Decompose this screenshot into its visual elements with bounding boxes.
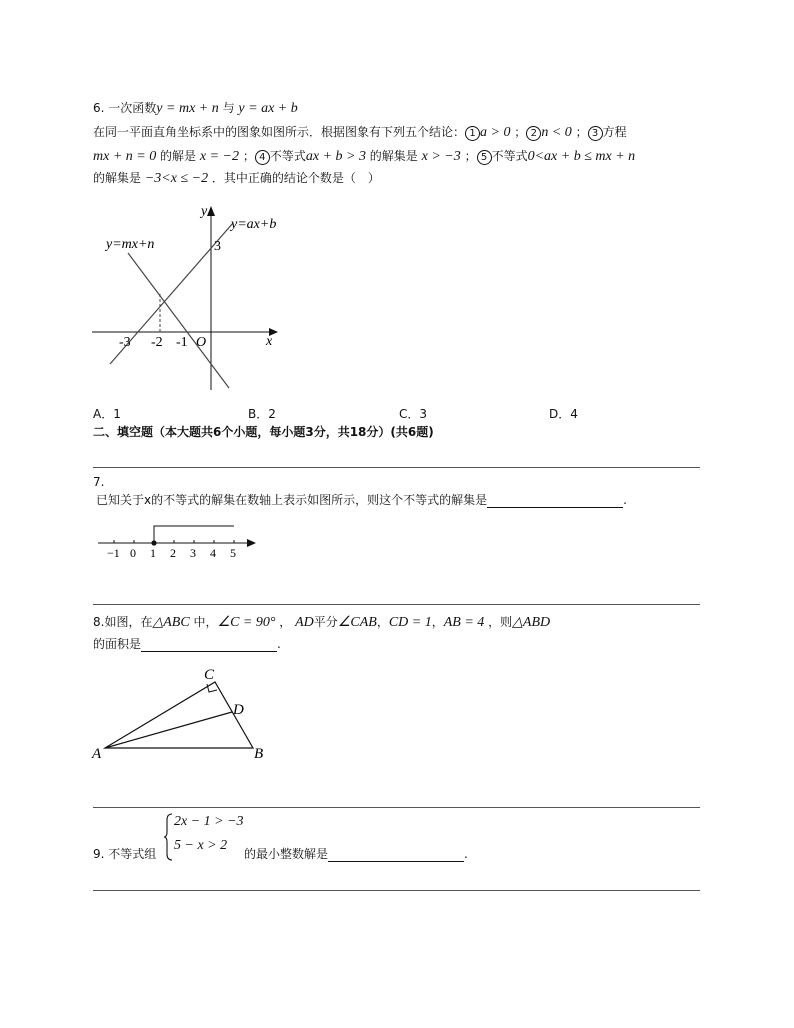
q6-line4 <box>93 170 380 187</box>
tick-label-0: 0 <box>130 546 136 560</box>
q6-l3-t2: 不等式 <box>269 149 306 163</box>
q9-ineq1: 2x − 1 > −3 <box>174 814 244 829</box>
q6-sep2: ； <box>575 125 588 139</box>
q6-l4-t1: 的解集是 <box>93 171 142 185</box>
q8-prefix: 8.如图，在 <box>93 615 153 629</box>
q6-sep1: ； <box>514 125 527 139</box>
divider-2 <box>93 604 700 605</box>
segment-ad <box>105 712 232 748</box>
q6-c1: a > 0 <box>480 125 511 140</box>
divider-1 <box>93 467 700 468</box>
q6-f2: y = ax + b <box>238 101 298 116</box>
tick-label-4: 4 <box>210 546 216 560</box>
circled-5-icon: 5 <box>477 150 492 165</box>
q6-l3-t3: 的解集是 <box>369 149 418 163</box>
tick-label-2: 2 <box>170 546 176 560</box>
q6-line3 <box>93 148 635 165</box>
q6-x1: x = −2 <box>199 149 239 164</box>
number-line-arrow-icon <box>247 539 256 547</box>
q9-text: 不等式组 <box>108 847 157 861</box>
q8-end: . <box>277 637 281 651</box>
q8-triangle-figure <box>90 662 280 772</box>
q9-end: . <box>464 847 468 861</box>
q8-t4: ， <box>376 615 389 629</box>
tick-neg1: -1 <box>176 335 188 350</box>
q7-end: . <box>623 493 627 507</box>
q6-l3-t1: 的解是 <box>160 149 197 163</box>
q8-ab: AB = 4 <box>443 615 485 630</box>
q6-graph <box>88 198 288 398</box>
tick-neg2: -2 <box>151 335 163 350</box>
solid-point <box>151 540 156 545</box>
q9-number: 9. <box>93 847 105 861</box>
q9-ineq2: 5 − x > 2 <box>174 838 228 853</box>
y-axis-label: y <box>201 204 208 219</box>
q6-line2-text: 在同一平面直角坐标系中的图象如图所示．根据图象有下列五个结论： <box>93 125 466 139</box>
q6-c2: n < 0 <box>541 125 572 140</box>
circled-1-icon: 1 <box>465 126 480 141</box>
q7-answer-blank[interactable] <box>487 493 623 508</box>
q8-abd: △ABD <box>512 615 551 630</box>
q9-lead <box>93 846 156 862</box>
q7-text: 已知关于x的不等式的解集在数轴上表示如图所示，则这个不等式的解集是 <box>96 493 488 507</box>
tick-neg3: -3 <box>119 335 131 350</box>
q6-sep3: ； <box>242 149 255 163</box>
x-axis-label: x <box>266 334 273 349</box>
label-d: D <box>233 702 244 718</box>
option-c[interactable]: C．3 <box>399 407 428 421</box>
q6-l4-t2: ．其中正确的结论个数是（ ） <box>211 171 380 185</box>
q9-after: 的最小整数解是 <box>244 847 329 861</box>
q6-number: 6. <box>93 101 105 115</box>
tick-label-5: 5 <box>230 546 236 560</box>
q8-tri: △ABC <box>152 615 190 630</box>
circled-3-icon: 3 <box>588 126 603 141</box>
q6-eq: mx + n = 0 <box>93 149 157 164</box>
section-2-heading: 二、填空题（本大题共6个小题，每小题3分，共18分）(共6题) <box>93 425 434 439</box>
divider-3 <box>93 807 700 808</box>
label-a: A <box>92 746 102 762</box>
q6-c3-text: 方程 <box>602 125 627 139</box>
q9-line <box>244 846 468 862</box>
option-b[interactable]: B．2 <box>248 407 276 421</box>
tick-label-neg1: −1 <box>107 546 120 560</box>
label-ax-plus-b: y=ax+b <box>231 217 277 232</box>
left-brace-icon <box>163 812 173 862</box>
tick-3: 3 <box>214 239 221 254</box>
label-mx-plus-n: y=mx+n <box>106 237 155 252</box>
q6-f1: y = mx + n <box>156 101 219 116</box>
q9-answer-blank[interactable] <box>328 847 464 862</box>
q6-ineq2: 0<ax + b ≤ mx + n <box>527 149 636 164</box>
q6-sep4: ； <box>464 149 477 163</box>
q7-line <box>96 492 627 508</box>
circled-4-icon: 4 <box>255 150 270 165</box>
label-b: B <box>254 746 264 762</box>
q6-lead: 一次函数 <box>108 101 157 115</box>
y-axis-arrow-icon <box>207 206 215 216</box>
q8-t2: ， <box>279 615 292 629</box>
q8-line2-text: 的面积是 <box>93 637 142 651</box>
right-angle-icon <box>207 684 217 692</box>
q7-number: 7. <box>93 475 105 489</box>
q6-l3-t4: 不等式 <box>491 149 528 163</box>
q8-t6: ，则 <box>488 615 513 629</box>
circled-2-icon: 2 <box>526 126 541 141</box>
q8-answer-blank[interactable] <box>141 637 277 652</box>
q6-line2 <box>93 124 627 141</box>
q8-t5: ， <box>431 615 444 629</box>
q8-line1 <box>93 614 550 631</box>
q8-t1: 中， <box>193 615 218 629</box>
q6-line1 <box>93 100 298 117</box>
option-a[interactable]: A．1 <box>93 407 121 421</box>
q8-t3: 平分 <box>313 615 338 629</box>
q8-angle: ∠C = 90° <box>217 615 276 630</box>
q8-line2 <box>93 636 281 652</box>
triangle-abc <box>105 682 253 748</box>
tick-label-1: 1 <box>150 546 156 560</box>
label-c: C <box>204 667 215 683</box>
option-d[interactable]: D．4 <box>549 407 578 421</box>
q6-ineq: ax + b > 3 <box>305 149 366 164</box>
q8-cd: CD = 1 <box>388 615 432 630</box>
q6-sol: −3<x ≤ −2 <box>144 171 209 186</box>
q8-ad: AD <box>295 615 314 630</box>
q6-x2: x > −3 <box>421 149 461 164</box>
q7-number-line <box>96 522 266 562</box>
q6-conj: 与 <box>222 101 235 115</box>
q8-cab: ∠CAB <box>337 615 377 630</box>
tick-label-3: 3 <box>190 546 196 560</box>
line-mx-plus-n <box>128 253 229 388</box>
origin-label: O <box>196 335 207 350</box>
divider-4 <box>93 890 700 891</box>
